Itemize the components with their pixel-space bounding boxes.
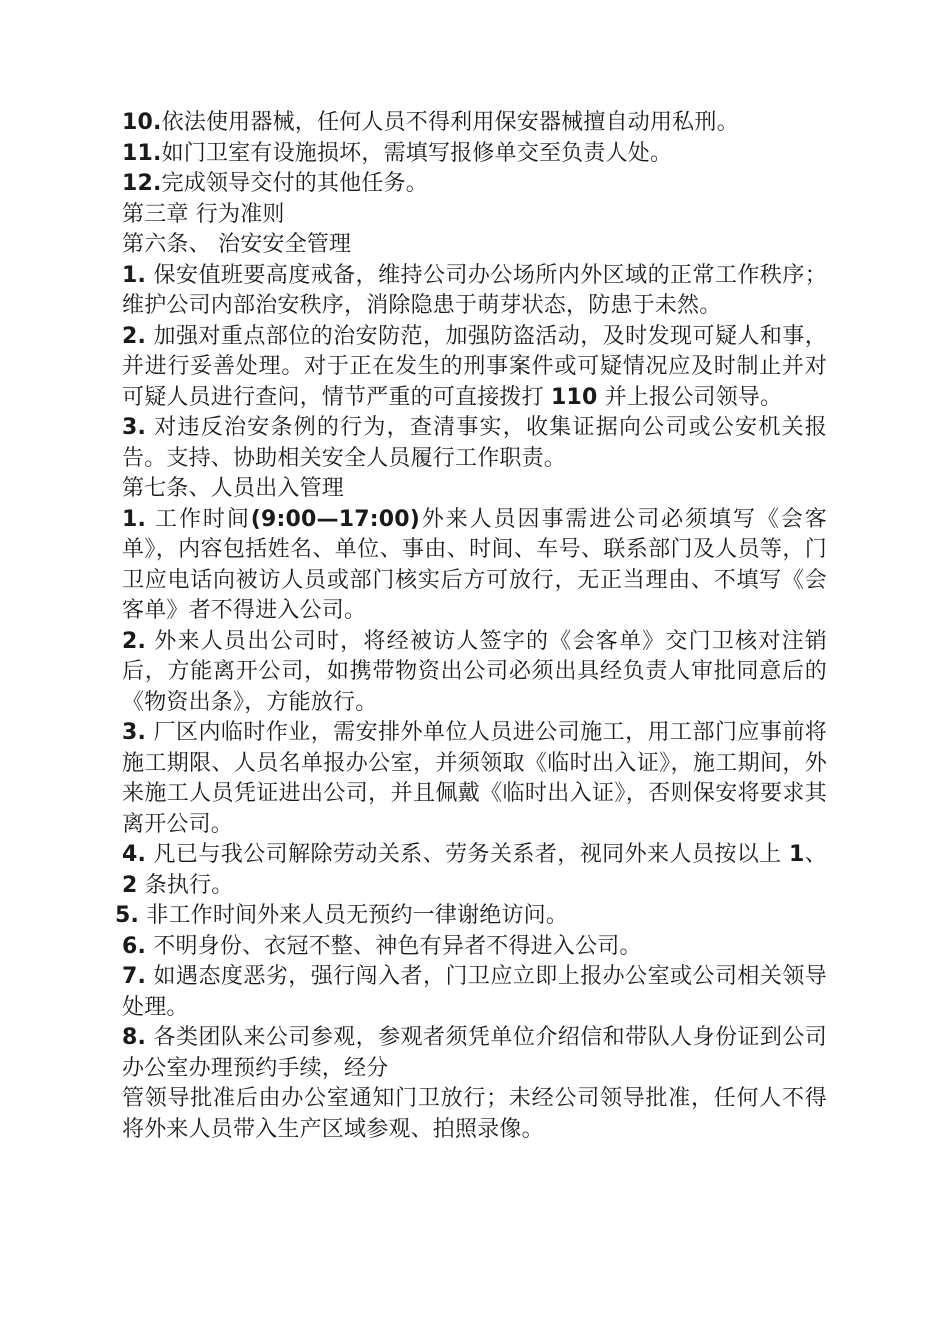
item-number: 10. bbox=[122, 110, 162, 135]
paragraph-art6-2 bbox=[115, 322, 827, 414]
paragraph-art7-1 bbox=[115, 505, 827, 627]
item-text: 如门卫室有设施损坏，需填写报修单交至负责人处。 bbox=[161, 140, 673, 166]
paragraph-art6-1 bbox=[115, 261, 827, 322]
item-text: 加强对重点部位的治安防范，加强防盗活动，及时发现可疑人和事，并进行妥善处理。对于正在发生的刑事案件或可疑情况应及时制止并对可疑人员进行查问，情节严重的可直接拨打 bbox=[122, 323, 827, 410]
paragraph-art7-8-continued bbox=[115, 1084, 827, 1145]
item-text: 保安值班要高度戒备，维持公司办公场所内外区域的正常工作秩序；维护公司内部治安秩序，消除隐患于萌芽状态，防患于未然。 bbox=[122, 262, 827, 318]
item-number: 7. bbox=[122, 964, 147, 989]
item-text: 条执行。 bbox=[137, 872, 234, 898]
item-text: 外来人员出公司时，将经被访人签字的《会客单》交门卫核对注销后，方能离开公司，如携带物资出公司必须出具经负责人审批同意后的《物资出条》，方能放行。 bbox=[122, 628, 827, 715]
item-number: 8. bbox=[122, 1025, 147, 1050]
document-body bbox=[115, 108, 827, 1145]
article-heading-6 bbox=[115, 230, 827, 261]
article-heading-7 bbox=[115, 474, 827, 505]
item-number: 5. bbox=[115, 903, 140, 928]
item-number: 3. bbox=[122, 415, 147, 440]
paragraph-art7-5 bbox=[115, 901, 827, 932]
item-number: 3. bbox=[122, 720, 147, 745]
item-text: 如遇态度恶劣，强行闯入者，门卫应立即上报办公室或公司相关领导处理。 bbox=[122, 964, 827, 1020]
ref-number: 1 bbox=[789, 842, 805, 867]
item-number: 12. bbox=[122, 171, 162, 196]
item-text: 工作时间 bbox=[146, 506, 251, 532]
item-number: 2. bbox=[122, 628, 147, 654]
paragraph-art7-8 bbox=[115, 1023, 827, 1084]
item-text: 第三章 行为准则 bbox=[122, 201, 285, 227]
item-text: 非工作时间外来人员无预约一律谢绝访问。 bbox=[139, 903, 569, 928]
phone-number: 110 bbox=[551, 384, 598, 410]
item-number: 1. bbox=[122, 506, 147, 532]
item-number: 4. bbox=[122, 842, 147, 867]
item-text: 第七条、人员出入管理 bbox=[122, 476, 345, 501]
item-number: 11. bbox=[122, 140, 162, 166]
item-text: 并上报公司领导。 bbox=[597, 384, 783, 410]
item-number: 2. bbox=[122, 323, 147, 349]
item-text: 各类团队来公司参观，参观者须凭单位介绍信和带队人身份证到公司办公室办理预约手续，经分 bbox=[122, 1025, 827, 1081]
item-text: 不明身份、衣冠不整、神色有异者不得进入公司。 bbox=[146, 933, 642, 959]
item-text: 第六条、 治安安全管理 bbox=[122, 232, 352, 257]
item-text: 凡已与我公司解除劳动关系、劳务关系者，视同外来人员按以上 bbox=[146, 842, 790, 867]
paragraph-art7-2 bbox=[115, 627, 827, 719]
paragraph-art6-3 bbox=[115, 413, 827, 474]
paragraph-art7-6 bbox=[115, 932, 827, 963]
item-text: 管领导批准后由办公室通知门卫放行；未经公司领导批准，任何人不得将外来人员带入生产区域参观、拍照录像。 bbox=[122, 1086, 827, 1142]
item-text: 依法使用器械，任何人员不得利用保安器械擅自动用私刑。 bbox=[161, 110, 739, 135]
paragraph-art7-3 bbox=[115, 718, 827, 840]
chapter-heading bbox=[115, 200, 827, 231]
item-text: 、 bbox=[804, 842, 827, 867]
item-text: 完成领导交付的其他任务。 bbox=[161, 171, 428, 196]
paragraph-rule-11 bbox=[115, 139, 827, 170]
paragraph-art7-7 bbox=[115, 962, 827, 1023]
item-number: 1. bbox=[122, 262, 147, 288]
work-hours: (9:00—17:00) bbox=[250, 506, 421, 532]
paragraph-art7-4 bbox=[115, 840, 827, 901]
ref-number: 2 bbox=[122, 872, 138, 898]
item-number: 6. bbox=[122, 933, 147, 959]
item-text: 外来人员因事需进公司必须填写《会客单》，内容包括姓名、单位、事由、时间、车号、联系部门及人员等，门卫应电话向被访人员或部门核实后方可放行，无正当理由、不填写《会客单》者不得进入公司。 bbox=[122, 506, 827, 623]
paragraph-rule-12 bbox=[115, 169, 827, 200]
item-text: 对违反治安条例的行为，查清事实，收集证据向公司或公安机关报告。支持、协助相关安全人员履行工作职责。 bbox=[122, 415, 827, 471]
paragraph-rule-10 bbox=[115, 108, 827, 139]
item-text: 厂区内临时作业，需安排外单位人员进公司施工，用工部门应事前将施工期限、人员名单报办公室，并须领取《临时出入证》，施工期间，外来施工人员凭证进出公司，并且佩戴《临时出入证》，否则保安将要求其离开公司。 bbox=[122, 720, 827, 837]
